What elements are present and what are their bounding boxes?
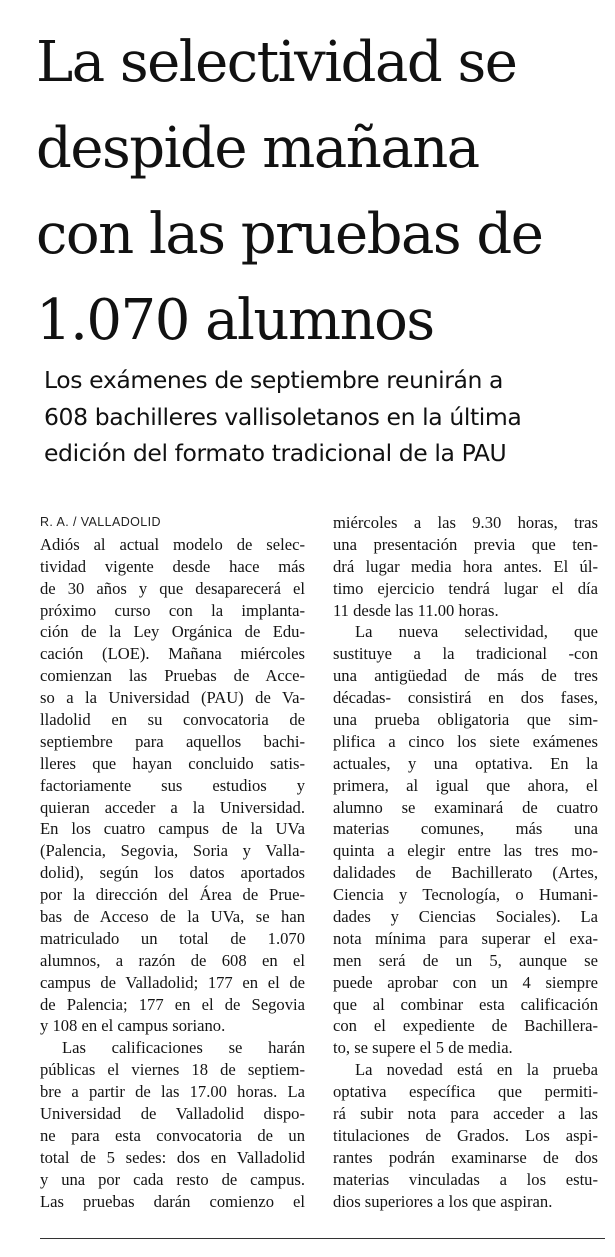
body-line: y 108 en el campus soriano. — [40, 1016, 226, 1036]
body-line: de Palencia; 177 en el de Segovia — [40, 994, 305, 1014]
body-line: actuales, y una optativa. En la — [333, 753, 598, 773]
headline-line: con las pruebas de — [36, 202, 543, 267]
body-line: men será de un 5, aunque se — [333, 950, 598, 970]
body-line: (Palencia, Segovia, Soria y Valla- — [40, 841, 305, 861]
body-line: septiembre para aquellos bachi- — [40, 731, 305, 751]
body-line: matriculado un total de 1.070 — [40, 928, 305, 948]
byline: R. A. / VALLADOLID — [40, 515, 161, 529]
headline-line: La selectividad se — [36, 30, 517, 95]
body-column-left — [40, 512, 305, 1213]
body-line: La novedad está en la prueba — [355, 1060, 598, 1080]
subheadline-line: 608 bachilleres vallisoletanos en la última — [44, 402, 522, 431]
body-line: tividad vigente desde hace más — [40, 556, 305, 576]
body-line: lladolid en su convocatoria de — [40, 710, 305, 730]
subheadline — [44, 362, 609, 472]
headline — [36, 20, 606, 364]
headline-line: despide mañana — [36, 116, 479, 181]
body-line: dios superiores a los que aspiran. — [333, 1191, 553, 1211]
body-line: próximo curso con la implanta- — [40, 600, 305, 620]
body-line: cación (LOE). Mañana miércoles — [40, 644, 305, 664]
body-line: quieran acceder a la Universidad. — [40, 797, 305, 817]
body-line: so a la Universidad (PAU) de Va- — [40, 688, 305, 708]
body-column-right — [333, 512, 598, 1213]
subheadline-line: Los exámenes de septiembre reunirán a — [44, 366, 504, 394]
body-line: dades y Ciencias Sociales). La — [333, 907, 598, 927]
body-line: con el expediente de Bachillera- — [333, 1016, 598, 1036]
body-line: públicas el viernes 18 de septiem- — [40, 1060, 305, 1080]
body-line: bre a partir de las 17.00 horas. La — [40, 1082, 305, 1102]
body-line: por la dirección del Área de Prue- — [40, 885, 305, 905]
body-line: Universidad de Valladolid dispo- — [40, 1104, 305, 1124]
body-line: ne para esta convocatoria de un — [40, 1125, 305, 1145]
body-line: décadas- consistirá en dos fases, — [333, 688, 598, 708]
body-line: Adiós al actual modelo de selec- — [40, 534, 305, 554]
body-line: timo ejercicio tendrá lugar el día — [333, 578, 598, 598]
body-line: lleres que hayan concluido satis- — [40, 753, 305, 773]
body-line: optativa específica que permiti- — [333, 1082, 598, 1102]
body-line: quinta a elegir entre las tres mo- — [333, 841, 598, 861]
headline-line: 1.070 alumnos — [36, 288, 434, 353]
body-line: sustituye a la tradicional -con — [333, 644, 598, 664]
body-line: La nueva selectividad, que — [355, 622, 598, 642]
body-line: rantes podrán examinarse de dos — [333, 1147, 598, 1167]
body-line: rá subir nota para acceder a las — [333, 1104, 598, 1124]
body-line: que al combinar esta calificación — [333, 994, 598, 1014]
body-line: bas de Acceso de la UVa, se han — [40, 907, 305, 927]
body-line: comienzan las Pruebas de Acce- — [40, 666, 305, 686]
body-line: to, se supere el 5 de media. — [333, 1038, 513, 1058]
body-line: titulaciones de Grados. Los aspi- — [333, 1125, 598, 1145]
body-line: total de 5 sedes: dos en Valladolid — [40, 1147, 305, 1167]
body-line: una prueba obligatoria que sim- — [333, 710, 598, 730]
body-line: miércoles a las 9.30 horas, tras — [333, 513, 598, 532]
bottom-rule — [40, 1238, 605, 1239]
body-line: una presentación previa que ten- — [333, 534, 598, 554]
subheadline-line: edición del formato tradicional de la PAU — [44, 439, 507, 467]
body-line: alumno se examinará de cuatro — [333, 797, 598, 817]
body-line: y una por cada resto de campus. — [40, 1169, 305, 1189]
body-line: factoriamente sus estudios y — [40, 775, 305, 795]
body-line: dalidades de Bachillerato (Artes, — [333, 863, 598, 883]
body-line: una antigüedad de más de tres — [333, 666, 598, 686]
body-line: 11 desde las 11.00 horas. — [333, 600, 499, 620]
body-line: alumnos, a razón de 608 en el — [40, 950, 305, 970]
body-line: plifica a cinco los siete exámenes — [333, 731, 598, 751]
body-line: ción de la Ley Orgánica de Edu- — [40, 622, 305, 642]
body-line: de 30 años y que desaparecerá el — [40, 578, 305, 598]
body-line: Ciencia y Tecnología, o Humani- — [333, 885, 598, 905]
body-line: puede aprobar con un 4 siempre — [333, 972, 598, 992]
body-line: dolid), según los datos aportados — [40, 863, 305, 883]
body-line: materias vinculadas a los estu- — [333, 1169, 598, 1189]
body-line: En los cuatro campus de la UVa — [40, 819, 305, 839]
body-line: nota mínima para superar el exa- — [333, 928, 598, 948]
body-line: Las pruebas darán comienzo el — [40, 1191, 305, 1211]
body-line: campus de Valladolid; 177 en el de — [40, 972, 305, 992]
body-line: primera, al igual que ahora, el — [333, 775, 598, 795]
body-line: materias comunes, más una — [333, 819, 598, 839]
body-line: drá lugar media hora antes. El úl- — [333, 556, 598, 576]
body-line: Las calificaciones se harán — [62, 1038, 305, 1058]
